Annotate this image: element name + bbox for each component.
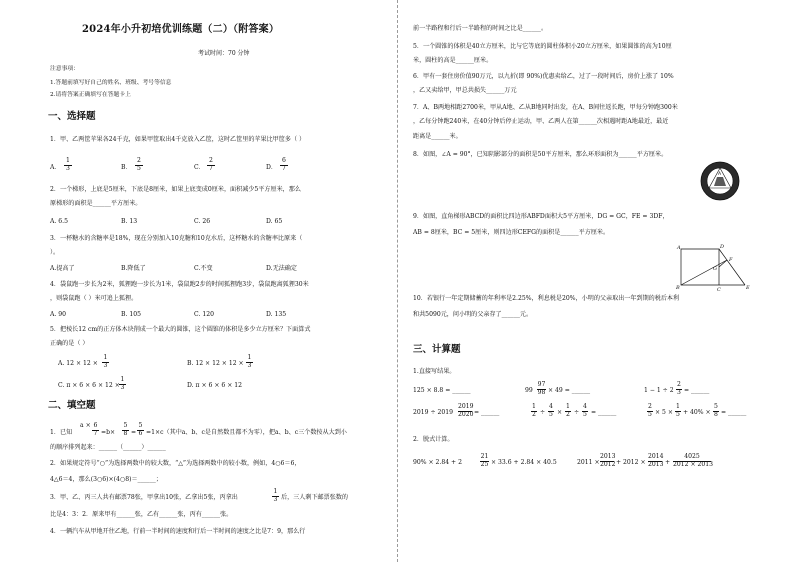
option-b: B. 105 [121,311,141,318]
fraction-numerator: 4 [583,403,587,410]
option-a: A. 12 × 12 × [58,360,98,367]
fraction-numerator: 1 [247,354,252,361]
question-text: 和共5090元，问小明的父亲存了______元。 [413,311,533,318]
equation-part: =b× [101,429,116,436]
fraction-denominator: 7 [93,430,98,437]
question-text: 4．袋鼠跑一步长为2米，狐狸跑一步长为1米，袋鼠跑2步的时间狐狸跑3步，袋鼠跑离狐狸30米 [50,281,309,288]
question-text: 的顺序排列起来：______（______）______ [50,444,166,451]
calc-expression: 1 − 1 ÷ 2 [644,387,674,394]
question-text: 3．甲、乙、丙三人共有邮票78张，甲拿出10张，乙拿出5张，丙拿出 [50,494,238,501]
question-text: 8．如图，∠A = 90°，已知阴影部分的面积是50平方厘米，那么环形面积为______平方厘米。 [413,151,668,158]
label-d: D [720,244,725,250]
question-text: 后，三人剩下邮票张数的 [281,494,349,501]
label-e: E [746,285,750,291]
option-a: A.提高了 [50,265,75,272]
option-c: C.不变 [194,265,213,272]
question-text: 2．如果规定符号“○”为选择两数中的较大数，“△”为选择两数中的较小数，例如，4○6＝6， [50,460,301,467]
calc-expression: × 33.6 + 2.84 × 40.5 [491,459,557,466]
fraction-numerator: 6 [93,422,98,429]
fraction-denominator: 5 [583,411,587,418]
question-text: ，乙又卖给甲，甲总共损失______万元 [413,87,517,94]
question-text: 7．A、B两地相距2700米，甲从A地、乙从B地同时出发，在A、B间往返长跑，甲每分钟跑300米 [413,104,678,111]
fraction-denominator: 5 [137,165,141,172]
operator: ÷ [574,409,580,416]
question-text: 4△6＝4，那么(3○6)×(4○8)＝______； [50,476,162,483]
fraction-numerator: 2013 [600,453,616,460]
question-text: 5．一个圆锥的体积是40立方厘米，比与它等底的圆柱体积小20立方厘米，如果圆锥的高为10厘 [413,43,672,50]
operator: + 40% × [683,409,711,416]
fraction-denominator: 8 [714,411,718,418]
section-title: 二、填空题 [48,400,96,411]
fraction-numerator: 1 [64,157,72,166]
option-d: D． [266,164,277,171]
calc-expression: 2019 ÷ 2019 [413,409,453,416]
fraction-numerator: 97 [537,381,546,388]
equation-part: = [131,429,137,436]
note-item: 1.答题前填写好自己的姓名、班级、考号等信息 [50,80,172,86]
fraction-numerator: 1 [120,376,125,383]
fraction-numerator: 2 [677,381,681,388]
fraction-denominator: 2 [566,411,570,418]
option-a: A. 6.5 [50,218,68,225]
question-text: ）。 [50,249,60,256]
option-c: C. 120 [194,311,214,318]
option-d: D. 65 [266,218,283,225]
question-text: 2．一个梯形，上底是5厘米，下底是8厘米，如果上底变成0厘米，面积减少5平方厘米，那么 [50,186,301,193]
fraction-denominator: 5 [648,411,652,418]
instruction-text: 1.直接写结果。 [413,368,456,375]
question-text: 米，圆柱的高是______厘米。 [413,57,493,64]
calc-expression: × 49 = ______ [548,387,591,394]
fraction-denominator: 7 [209,165,213,172]
fraction-denominator: 5 [549,411,553,418]
label-c: C [717,287,721,291]
question-text: AB = 8厘米，BC = 5厘米，则四边形CEFG的面积是______平方厘米。 [413,229,610,236]
calc-expression: 125 × 8.8 = ______ [413,387,471,394]
calc-expression: 99 [525,387,533,394]
label-b: B [676,285,680,291]
fraction-denominator: 3 [247,362,252,369]
question-text: 原梯形的面积是______平方厘米。 [50,200,142,207]
fraction-denominator: 2020 [458,411,474,418]
option-b: B． [121,164,132,171]
fraction-numerator: 5 [123,422,128,429]
fraction-numerator: 5 [138,422,143,429]
fraction-numerator: 6 [280,157,288,166]
operator: × 5 × [655,409,673,416]
fraction-denominator: 2012 [600,461,616,468]
fraction-numerator: 2 [135,157,143,166]
calc-expression: 2011 × [577,459,600,466]
fraction-numerator: 4025 [673,453,711,462]
fraction-numerator: 21 [480,453,489,460]
note-item: 2.请将答案正确填写在答题卡上 [50,92,131,98]
left-column [44,0,386,562]
fraction-numerator: 2014 [648,453,664,460]
trapezoid-figure [675,243,751,291]
fraction-numerator: 4 [549,403,553,410]
fraction-numerator: 1 [532,403,536,410]
question-text: 4．一辆汽车从甲地开往乙地，行前一半时间的速度和行后一半时间的速度之比是7：9，那么行 [50,528,306,535]
calc-expression: = ______ [684,387,710,394]
fraction-numerator: 1 [103,354,108,361]
question-text: 1．甲、乙两筐苹果各24千克，如果甲筐取出4千克放入乙筐，这时乙筐里的苹果比甲筐多（ ） [50,136,306,143]
fraction-denominator: 8 [123,430,128,437]
question-text: 6．甲有一套住房价值90万元，以九折(即 90%)优惠卖给乙，过了一段时间后，房价上涨了 10% [413,73,674,80]
question-text: 正确的是（ ） [50,340,89,347]
calc-expression: = ______ [721,409,747,416]
fraction-denominator: 3 [273,496,278,503]
option-b: B. 13 [121,218,138,225]
question-text: 前一半路程和行后一半路程的时间之比是______。 [413,25,548,32]
fraction-denominator: 2 [532,411,536,418]
option-b: B. 12 × 12 × 12 × [187,360,244,367]
option-b: B.降低了 [121,265,146,272]
fraction-denominator: 3 [103,362,108,369]
question-text: =1×c（其中a、b、c是自然数且都不为零），把a、b、c三个数按从大到小 [146,429,347,436]
fraction-denominator: 98 [537,389,546,396]
calc-expression: = ______ [591,409,617,416]
calc-expression: 90% × 2.84 + 2 [413,459,462,466]
fraction-denominator: 2013 [648,461,664,468]
label-g: G [713,266,717,272]
label-a: A [677,245,681,251]
instruction-text: 2．脱式计算。 [413,436,454,443]
question-text: 9．如图，直角梯形ABCD的面积比四边形ABFD面积大5平方厘米，DG = GC，FE = 3DF， [413,213,669,220]
fraction-denominator: 3 [66,165,70,172]
fraction-numerator: 1 [566,403,570,410]
calc-expression: = ______ [474,409,500,416]
question-text: ，乙每分钟跑240米，在40分钟后停止运动，甲、乙两人在第______次相遇时距A地最近，最近 [413,118,669,125]
fraction-numerator: 1 [273,488,278,495]
question-text: ，则袋鼠跑（ ）米可追上狐狸。 [50,295,138,302]
fraction-denominator: 25 [480,461,489,468]
section-title: 一、选择题 [48,111,96,122]
option-c: C. 26 [194,218,211,225]
fraction-numerator: 2 [648,403,652,410]
fraction-denominator: 3 [677,389,681,396]
question-text: 3．一杯糖水的含糖率是18%，现在分别加入10克糖和10克水后，这杯糖水的含糖率比原来（ [50,235,303,242]
fraction-denominator: 7 [282,165,286,172]
fraction-numerator: 2019 [458,403,474,410]
question-text: 10．若银行一年定期储蓄的年利率是2.25%，利息税是20%，小明的父亲取出一年到期的税后本利 [413,295,680,302]
section-title: 三、计算题 [413,344,461,355]
operator: × [557,409,563,416]
option-c: C. π × 6 × 6 × 12 × [58,382,120,389]
fraction-denominator: 5 [676,411,680,418]
operator: + [665,459,671,466]
annulus-figure [693,160,747,202]
page-title: 2024年小升初培优训练题（二）（附答案） [82,24,280,35]
column-divider [397,0,398,562]
fraction-numerator: 2 [207,157,215,166]
option-c: C． [194,164,205,171]
question-text: 比是4：3：2．原来甲有______张，乙有______张，丙有______张。 [50,511,233,518]
variable-a: a × [80,422,91,429]
figure-label: A [718,172,722,177]
fraction-denominator: 3 [120,384,125,391]
right-column [409,0,759,562]
calc-expression: + 2012 × [616,459,646,466]
option-d: D.无法确定 [266,265,297,272]
option-d: D. π × 6 × 6 × 12 [187,382,242,389]
option-a: A． [50,164,61,171]
fraction-denominator: 6 [138,430,143,437]
option-d: D. 135 [266,311,287,318]
notes-heading: 注意事项： [50,66,79,72]
fraction-numerator: 1 [676,403,680,410]
question-text: 距离是______米。 [413,133,462,140]
question-text: 5．把棱长12 cm的正方体木块削成一个最大的圆锥，这个圆锥的体积是多少立方厘米？下面算式 [50,326,311,333]
fraction-denominator: 2012 × 2013 [673,461,713,468]
label-f: F [729,257,733,263]
fraction-numerator: 5 [714,403,718,410]
exam-time: 考试时间：70 分钟 [198,50,250,57]
option-a: A. 90 [50,311,67,318]
operator: ÷ [540,409,546,416]
question-text: 1．已知 [50,429,73,436]
